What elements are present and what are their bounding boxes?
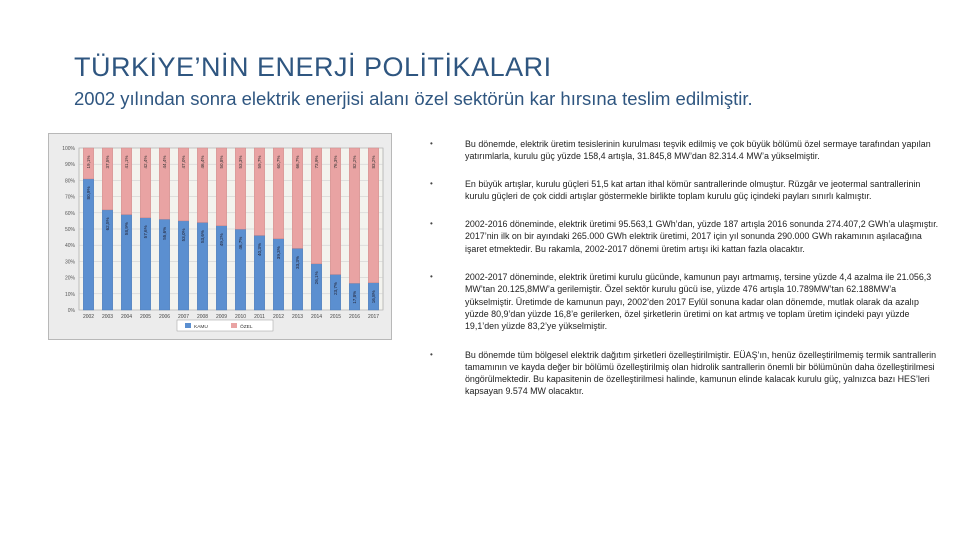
y-tick-label: 70% [64, 194, 75, 201]
data-label-ozel: 19,1% [86, 155, 91, 169]
y-tick-label: 90% [64, 162, 75, 169]
x-tick-label: 2007 [177, 314, 190, 320]
data-label-kamu: 17,8% [352, 290, 357, 304]
page-title: TÜRKİYE’NİN ENERJİ POLİTİKALARI [74, 52, 552, 82]
bullet-item [428, 271, 943, 332]
data-label-kamu: 46,7% [238, 236, 243, 250]
bar-kamu [311, 264, 321, 310]
bullet-item [428, 349, 943, 398]
y-tick-label: 50% [64, 227, 75, 233]
data-label-ozel: 60,7% [276, 155, 281, 169]
share-chart-svg [49, 134, 393, 341]
data-label-kamu: 57,6% [143, 225, 148, 239]
x-tick-label: 2016 [348, 314, 361, 320]
x-tick-label: 2005 [139, 314, 152, 320]
bullet-text: 2002-2016 döneminde, elektrik üretimi 95.563,1 GWh’dan, yüzde 187 artışla 2016 sonunda 274.407,2 GWh’a ulaşmıştır. 2017’nin ilk on bir ayındaki 265.000 GWh elektrik üretimi, 2017 için yıl sonunda 290.000 GWh rakamının aşılacağına işaret etmektedir. Bu rakamla, 2002-2017 dönemi üretim artışı iki kattan fazla olacaktır. [465, 219, 939, 254]
x-tick-label: 2012 [272, 314, 285, 320]
y-tick-label: 80% [64, 178, 75, 185]
share-chart [48, 133, 392, 340]
data-label-kamu: 39,3% [276, 246, 281, 260]
data-label-kamu: 49,2% [219, 233, 224, 247]
data-label-ozel: 44,4% [162, 155, 167, 169]
data-label-ozel: 42,4% [143, 155, 148, 169]
x-tick-label: 2010 [234, 314, 247, 320]
data-label-kamu: 62,5% [105, 217, 110, 231]
data-label-kamu: 53,0% [181, 228, 186, 242]
bullet-marker: • [430, 349, 433, 359]
bullet-text: Bu dönemde tüm bölgesel elektrik dağıtım şirketleri özelleştirilmiştir. EÜAŞ’ın, henüz özelleştirilmemiş termik santrallerin tamamının ve kayda değer bir bölümü özelleştirilmiş olan hidrolik santrallerin önemli bir bölümünün daha özelleştirilmesi öngörülmektedir. Bu kapasitenin de özelleştirilmesi halinde, kamunun elinde kalacak kurulu güç, yalnızca bazı HES’leri kapsayan 9.574 MW olacaktır. [465, 349, 937, 397]
data-label-ozel: 37,5% [105, 155, 110, 169]
y-tick-label: 100% [62, 146, 75, 152]
bullet-text: 2002-2017 döneminde, elektrik üretimi kurulu gücünde, kamunun payı artmamış, tersine yüzde 4,4 azalma ile 21.056,3 MW’tan 20.125,8MW’a gerilemiştir. Özel sektör kurulu gücü ise, yüzde 476 artışla 10.789MW’tan 62.188MW’a yükselmiştir. Üretimde de kamunun payı, 2002’den 2017 Eylül sonuna kadar olan dönemde, mutlak olarak da azalıp yüzde 80,9’dan yüzde 16,8’e gerilerken, özel şirketlerin üretimi on kat artmış ve toplam üretim içindeki payı yüzde 19,1’den yüzde 83,2’ye yükselmiştir. [465, 272, 932, 332]
data-label-ozel: 76,3% [333, 155, 338, 169]
bullet-item [428, 138, 943, 163]
y-tick-label: 60% [64, 210, 75, 217]
bullet-item [428, 218, 943, 255]
data-label-kamu: 55,6% [162, 226, 167, 240]
bullet-marker: • [430, 178, 433, 188]
data-label-kamu: 33,3% [295, 255, 300, 269]
bullet-text: En büyük artışlar, kurulu güçleri 51,5 kat artan ithal kömür santrallerinde olmuştur. Rüzgâr ve jeotermal santrallerinin kurulu güçleri de çok ciddi artışlar göstermekle birlikte toplam kurulu güç içindeki payları sınırlı kalmıştır. [465, 178, 921, 201]
data-label-kamu: 40,3% [257, 242, 262, 256]
page-subtitle: 2002 yılından sonra elektrik enerjisi alanı özel sektörün kar hırsına teslim edilmiştir. [74, 88, 753, 109]
data-label-kamu: 58,9% [124, 222, 129, 236]
bullet-text: Bu dönemde, elektrik üretim tesislerinin kurulması teşvik edilmiş ve çok büyük bölümü özel sermaye tarafından yapılan yatırımlarla, kurulu güç yüzde 158,4 artışla, 31.845,8 MW’dan 82.314.4 MW’a yükselmiştir. [465, 139, 931, 162]
data-label-ozel: 47,0% [181, 155, 186, 169]
bullet-marker: • [430, 139, 433, 148]
y-tick-label: 10% [64, 291, 75, 298]
y-tick-label: 0% [67, 308, 75, 314]
x-tick-label: 2008 [196, 314, 209, 320]
legend-label-ozel: ÖZEL [240, 325, 253, 330]
bullet-marker: • [430, 219, 433, 229]
data-label-ozel: 46,4% [200, 155, 205, 169]
data-label-kamu: 23,7% [333, 282, 338, 296]
data-label-kamu: 53,6% [200, 230, 205, 244]
legend-label-kamu: KAMU [194, 325, 208, 330]
x-tick-label: 2003 [101, 314, 114, 320]
legend-box [177, 320, 273, 331]
legend-swatch-kamu [185, 323, 191, 328]
x-tick-label: 2011 [254, 314, 265, 320]
y-tick-label: 30% [64, 259, 75, 266]
data-label-kamu: 16,8% [371, 290, 376, 304]
bullet-list [428, 138, 943, 398]
x-tick-label: 2015 [329, 314, 342, 320]
x-tick-label: 2013 [291, 314, 304, 320]
data-label-ozel: 41,1% [124, 155, 129, 169]
x-tick-label: 2014 [310, 314, 323, 320]
data-label-ozel: 73,9% [314, 155, 319, 169]
bullet-item [428, 178, 943, 203]
y-tick-label: 20% [64, 275, 75, 282]
data-label-ozel: 53,3% [238, 155, 243, 169]
y-tick-label: 40% [64, 243, 75, 250]
x-tick-label: 2004 [120, 314, 133, 320]
data-label-kamu: 80,9% [86, 186, 91, 200]
data-label-kamu: 26,1% [314, 271, 319, 285]
bullet-marker: • [430, 272, 433, 282]
data-label-ozel: 50,8% [219, 155, 224, 169]
data-label-ozel: 83,2% [371, 155, 376, 169]
x-tick-label: 2009 [215, 314, 228, 320]
x-tick-label: 2006 [158, 314, 171, 320]
legend-swatch-ozel [231, 323, 237, 328]
x-tick-label: 2017 [367, 314, 380, 320]
x-tick-label: 2002 [82, 314, 95, 320]
data-label-ozel: 66,7% [295, 155, 300, 169]
data-label-ozel: 82,2% [352, 155, 357, 169]
data-label-ozel: 59,7% [257, 155, 262, 169]
